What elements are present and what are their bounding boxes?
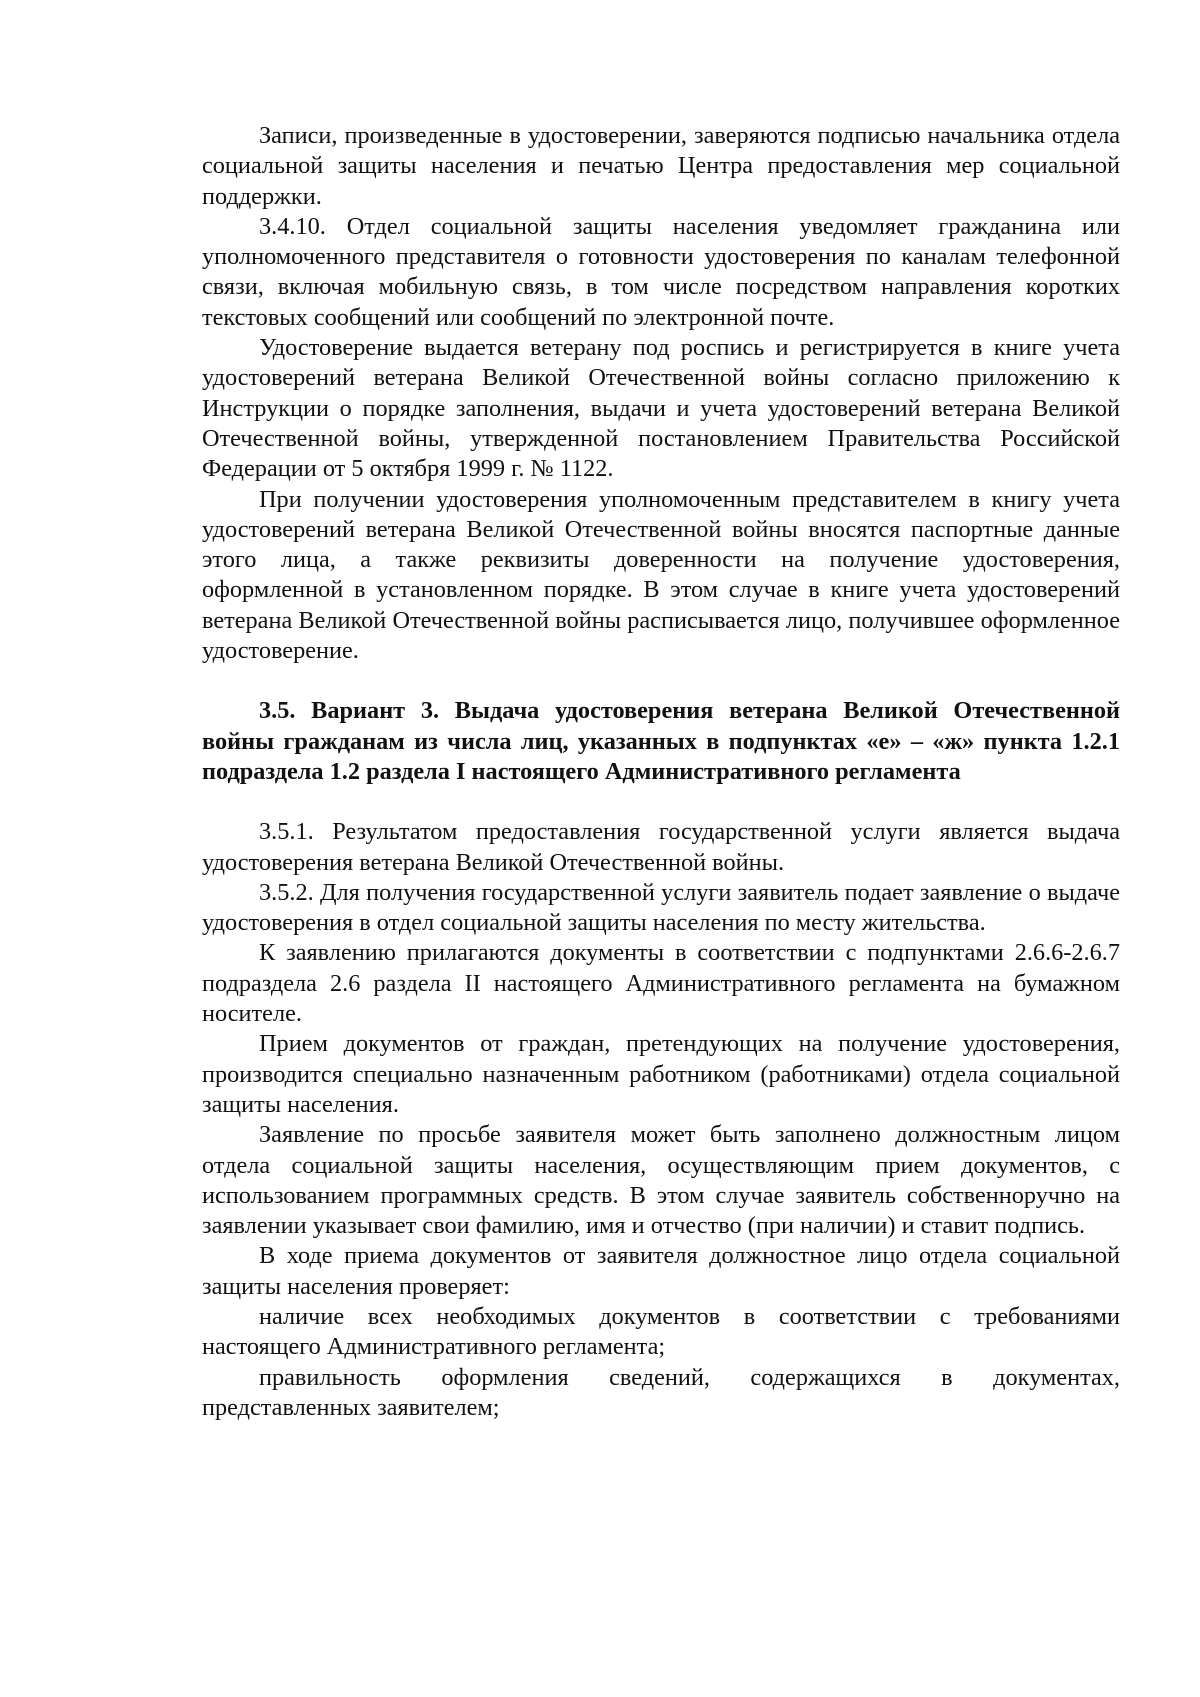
- section-heading: 3.5. Вариант 3. Выдача удостоверения ветерана Великой Отечественной войны гражданам из числа лиц, указанных в подпунктах «е» – «ж» пункта 1.2.1 подраздела 1.2 раздела I настоящего Административного регламента: [202, 697, 1120, 785]
- spacer: [202, 666, 1120, 696]
- spacer: [202, 787, 1120, 817]
- paragraph: Записи, произведенные в удостоверении, заверяются подписью начальника отдела социальной защиты населения и печатью Центра предоставления мер социальной поддержки.: [202, 122, 1120, 210]
- paragraph: 3.5.1. Результатом предоставления государственной услуги является выдача удостоверения ветерана Великой Отечественной войны.: [202, 818, 1120, 876]
- paragraph: 3.5.2. Для получения государственной услуги заявитель подает заявление о выдаче удостоверения в отдел социальной защиты населения по месту жительства.: [202, 878, 1120, 937]
- paragraph: правильность оформления сведений, содержащихся в документах, представленных заявителем;: [202, 1363, 1120, 1421]
- document-body: [202, 121, 1120, 1423]
- paragraph: Заявление по просьбе заявителя может быть заполнено должностным лицом отдела социальной защиты населения, осуществляющим прием документов, с использованием программных средств. В этом случае заявитель собственноручно на заявлении указывает свои фамилию, имя и отчество (при наличии) и ставит подпись.: [202, 1121, 1120, 1240]
- paragraph: К заявлению прилагаются документы в соответствии с подпунктами 2.6.6-2.6.7 подраздела 2.6 раздела II настоящего Административного регламента на бумажном носителе.: [202, 939, 1120, 1028]
- paragraph: Удостоверение выдается ветерану под роспись и регистрируется в книге учета удостоверений ветерана Великой Отечественной войны согласно приложению к Инструкции о порядке заполнения, выдачи и учета удостоверений ветерана Великой Отечественной войны, утвержденной постановлением Правительства Российской Федерации от 5 октября 1999 г. № 1122.: [202, 334, 1120, 483]
- paragraph: При получении удостоверения уполномоченным представителем в книгу учета удостоверений ветерана Великой Отечественной войны вносятся паспортные данные этого лица, а также реквизиты доверенности на получение удостоверения, оформленной в установленном порядке. В этом случае в книге учета удостоверений ветерана Великой Отечественной войны расписывается лицо, получившее оформленное удостоверение.: [202, 485, 1120, 665]
- paragraph: Прием документов от граждан, претендующих на получение удостоверения, производится специально назначенным работником (работниками) отдела социальной защиты населения.: [202, 1030, 1120, 1118]
- paragraph: В ходе приема документов от заявителя должностное лицо отдела социальной защиты населения проверяет:: [202, 1242, 1120, 1300]
- paragraph: 3.4.10. Отдел социальной защиты населения уведомляет гражданина или уполномоченного представителя о готовности удостоверения по каналам телефонной связи, включая мобильную связь, в том числе посредством направления коротких текстовых сообщений или сообщений по электронной почте.: [202, 212, 1120, 331]
- paragraph: наличие всех необходимых документов в соответствии с требованиями настоящего Административного регламента;: [202, 1302, 1120, 1361]
